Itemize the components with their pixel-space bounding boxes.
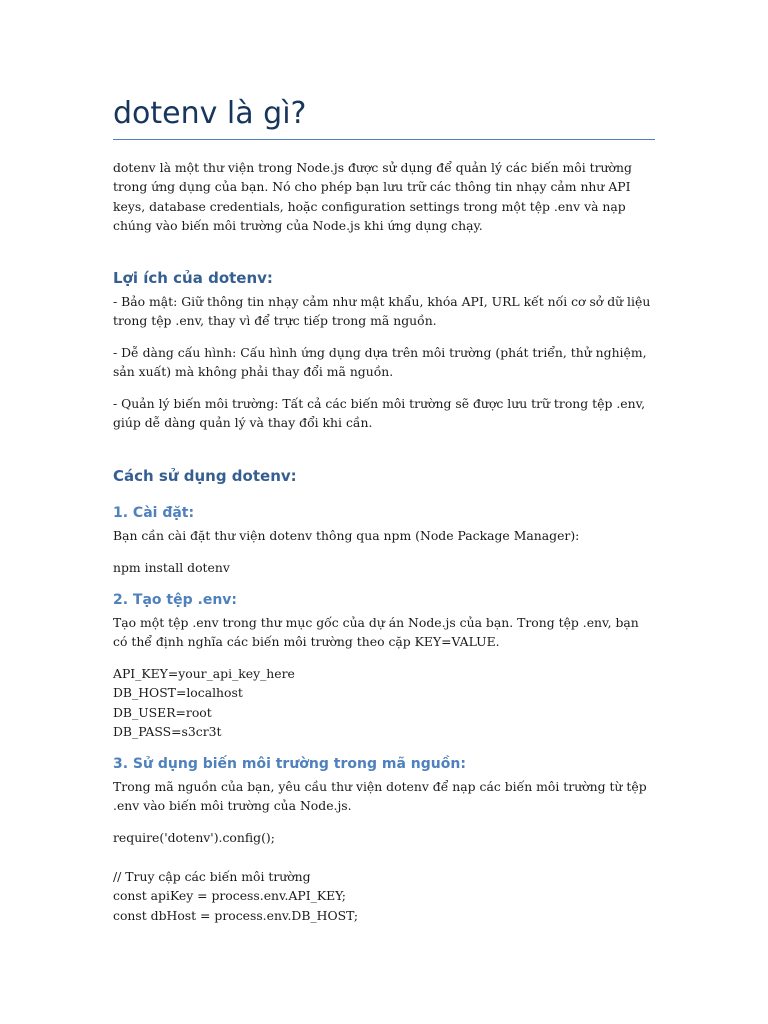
code-line: const dbHost = process.env.DB_HOST; xyxy=(113,907,359,923)
code-line: npm install dotenv xyxy=(113,560,230,575)
step1-heading: 1. Cài đặt: xyxy=(113,505,195,521)
step1-text: Bạn cần cài đặt thư viện dotenv thông qua npm (Node Package Manager): xyxy=(113,528,580,543)
step1-code-block xyxy=(113,558,655,577)
step2-text: Tạo một tệp .env trong thư mục gốc của dự án Node.js của bạn. Trong tệp .env, bạn có thể định nghĩa các biến môi trường theo cặp KEY=VALUE. xyxy=(113,615,639,650)
code-comment-line: // Truy cập các biến môi trường xyxy=(113,869,311,884)
benefit-item-security: - Bảo mật: Giữ thông tin nhạy cảm như mật khẩu, khóa API, URL kết nối cơ sở dữ liệu trong tệp .env, thay vì để trực tiếp trong mã nguồn. xyxy=(113,294,651,329)
usage-heading: Cách sử dụng dotenv: xyxy=(113,467,297,485)
code-line: const apiKey = process.env.API_KEY; xyxy=(113,888,346,904)
step3-text: Trong mã nguồn của bạn, yêu cầu thư viện dotenv để nạp các biến môi trường từ tệp .env vào biến môi trường của Node.js. xyxy=(113,779,647,814)
step2-heading: 2. Tạo tệp .env: xyxy=(113,592,238,608)
title-underline xyxy=(113,139,655,140)
code-line: DB_USER=root xyxy=(113,704,212,720)
benefit-item-management: - Quản lý biến môi trường: Tất cả các biến môi trường sẽ được lưu trữ trong tệp .env, giúp dễ dàng quản lý và thay đổi khi cần. xyxy=(113,396,646,431)
access-code-block xyxy=(113,867,655,925)
code-line: DB_HOST=localhost xyxy=(113,685,243,701)
benefits-heading: Lợi ích của dotenv: xyxy=(113,269,273,287)
code-line: require('dotenv').config(); xyxy=(113,830,275,845)
benefit-item-configuration: - Dễ dàng cấu hình: Cấu hình ứng dụng dựa trên môi trường (phát triển, thử nghiệm, sản xuất) mà không phải thay đổi mã nguồn. xyxy=(113,345,647,380)
code-line: API_KEY=your_api_key_here xyxy=(113,666,295,681)
require-code-block xyxy=(113,828,655,847)
intro-paragraph: dotenv là một thư viện trong Node.js được sử dụng để quản lý các biến môi trường trong ứng dụng của bạn. Nó cho phép bạn lưu trữ các thông tin nhạy cảm như API keys, database credentials, hoặc configuration settings trong một tệp .env và nạp chúng vào biến môi trường của Node.js khi ứng dụng chạy. xyxy=(113,160,632,233)
document-title: dotenv là gì? xyxy=(113,96,307,131)
code-line: DB_PASS=s3cr3t xyxy=(113,723,222,739)
step3-heading: 3. Sử dụng biến môi trường trong mã nguồn: xyxy=(113,756,466,772)
env-file-code-block xyxy=(113,664,655,741)
